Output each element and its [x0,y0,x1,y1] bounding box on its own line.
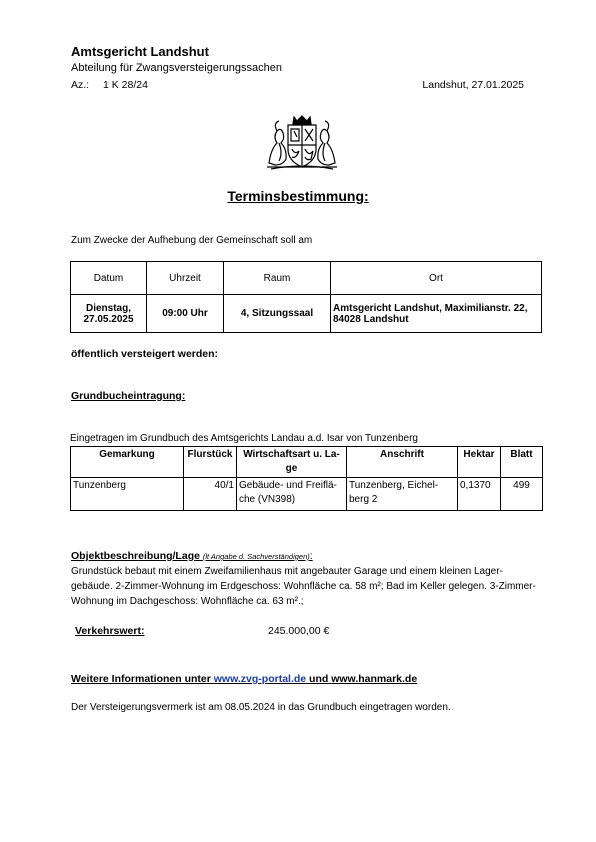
header-flurstueck: Flurstück [184,447,237,478]
file-number: 1 K 28/24 [103,79,148,91]
object-heading [71,550,313,562]
appointment-place: Amtsgericht Landshut, Maximilianstr. 22, 84028 Landshut [331,295,542,333]
header-anschrift: Anschrift [347,447,458,478]
sold-text: öffentlich versteigert werden: [71,348,219,360]
land-register-heading: Grundbucheintragung: [71,390,186,402]
coat-of-arms-emblem [261,113,343,171]
intro-text: Zum Zwecke der Aufhebung der Gemeinschaft soll am [71,235,313,246]
page-title: Terminsbestimmung: [227,188,369,204]
appointment-day: 27.05.2025 [83,313,134,325]
land-register-intro: Eingetragen im Grundbuch des Amtsgerichts Landau a.d. Isar von Tunzenberg [70,433,418,444]
table-row [71,478,543,511]
land-register-table [70,446,543,511]
appointment-date [71,295,147,333]
object-heading-colon: : [309,550,313,562]
header-hektar: Hektar [458,447,501,478]
table-row [71,295,542,333]
cell-wirtschaftsart: Gebäude- und Freiflä-che (VN398) [237,478,347,511]
appointment-weekday: Dienstag, [85,302,131,314]
final-note: Der Versteigerungsvermerk ist am 08.05.2024 in das Grundbuch eingetragen worden. [71,702,451,713]
table-header-row [71,262,542,295]
object-heading-note: (lt Angabe d. Sachverständigen) [202,552,310,561]
header-date: Datum [71,262,147,295]
zvg-portal-link[interactable]: www.zvg-portal.de [213,673,307,685]
header-time: Uhrzeit [147,262,224,295]
object-heading-label: Objektbeschreibung/Lage [71,550,200,562]
header-room: Raum [224,262,331,295]
object-description: Grundstück bebaut mit einem Zweifamilienhaus mit angebauter Garage und einem kleinen Lager-gebäude. 2-Zimmer-Wohnung im Erdgeschoss: Wohnfläche ca. 58 m²; Bad im Keller gelegen. 3-Zimmer-Wohnung im Dachgeschoss: Wohnfläche ca. 63 m².; [71,566,536,607]
cell-gemarkung: Tunzenberg [71,478,184,511]
place-date: Landshut, 27.01.2025 [422,79,524,91]
info-middle: und [309,673,329,685]
appointment-time: 09:00 Uhr [147,295,224,333]
cell-anschrift: Tunzenberg, Eichel-berg 2 [347,478,458,511]
info-prefix: Weitere Informationen unter [71,673,211,685]
market-value: 245.000,00 € [268,625,330,637]
court-name: Amtsgericht Landshut [71,44,209,59]
table-header-row [71,447,543,478]
appointment-table [70,261,542,333]
department: Abteilung für Zwangsversteigerungssachen [71,62,282,74]
cell-flurstueck: 40/1 [184,478,237,511]
file-number-label: Az.: [71,79,90,91]
appointment-room: 4, Sitzungssaal [224,295,331,333]
header-blatt: Blatt [501,447,543,478]
market-value-label: Verkehrswert: [75,625,145,637]
header-place: Ort [331,262,542,295]
cell-hektar: 0,1370 [458,478,501,511]
hanmark-link[interactable]: www.hanmark.de [331,673,418,685]
header-wirtschaftsart: Wirtschaftsart u. La-ge [237,447,347,478]
cell-blatt: 499 [501,478,543,511]
header-gemarkung: Gemarkung [71,447,184,478]
further-info [71,673,417,685]
